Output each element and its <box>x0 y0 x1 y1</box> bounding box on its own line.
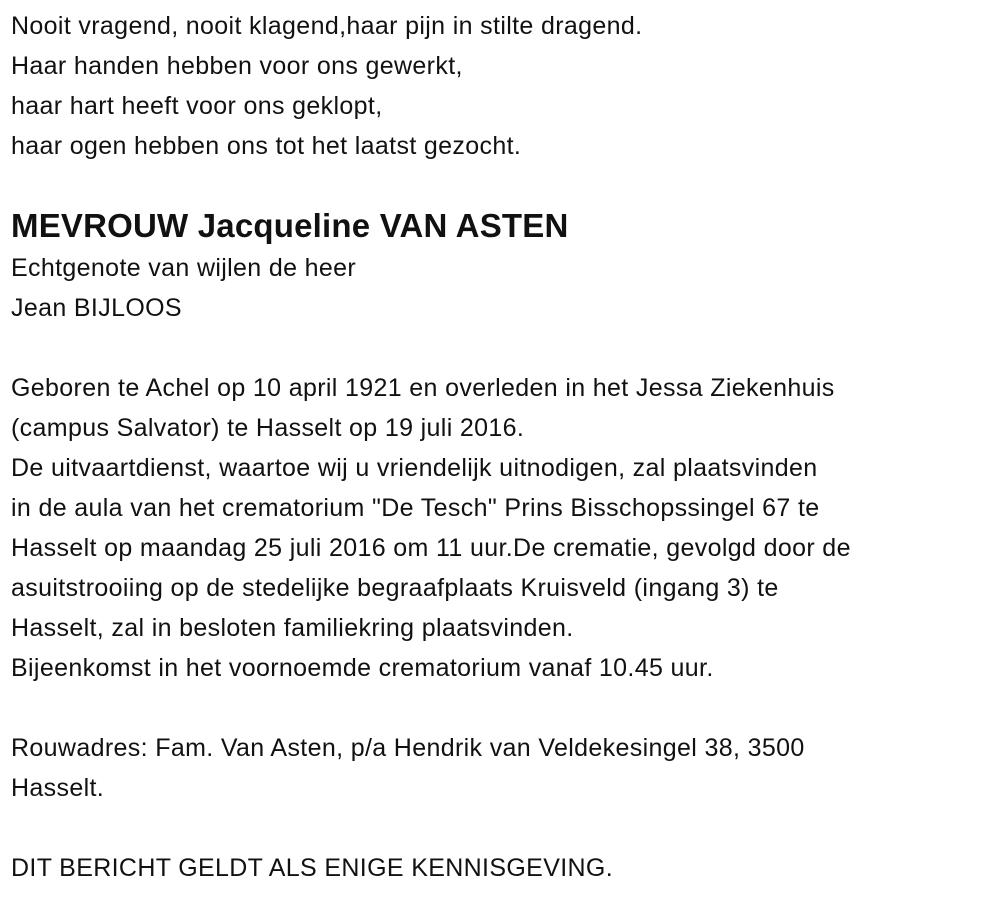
poem <box>11 6 851 166</box>
spouse-line: Echtgenote van wijlen de heer <box>11 254 357 282</box>
details-line: in de aula van het crematorium "De Tesch" Prins Bisschopssingel 67 te <box>11 494 820 522</box>
poem-line: Haar handen hebben voor ons gewerkt, <box>11 52 463 80</box>
details-line: (campus Salvator) te Hasselt op 19 juli 2016. <box>11 414 525 442</box>
spouse-info <box>11 248 851 328</box>
notice-statement: DIT BERICHT GELDT ALS ENIGE KENNISGEVING. <box>11 854 614 882</box>
funeral-details <box>11 368 851 688</box>
death-notice <box>11 6 851 888</box>
details-line: De uitvaartdienst, waartoe wij u vriendelijk uitnodigen, zal plaatsvinden <box>11 454 818 482</box>
details-line: Geboren te Achel op 10 april 1921 en overleden in het Jessa Ziekenhuis <box>11 374 835 402</box>
details-line: Hasselt op maandag 25 juli 2016 om 11 uur.De crematie, gevolgd door de <box>11 534 851 562</box>
poem-line: Nooit vragend, nooit klagend,haar pijn in stilte dragend. <box>11 12 643 40</box>
address-line: Hasselt. <box>11 774 105 802</box>
address-line: Rouwadres: Fam. Van Asten, p/a Hendrik van Veldekesingel 38, 3500 <box>11 734 805 762</box>
details-line: asuitstrooiing op de stedelijke begraafplaats Kruisveld (ingang 3) te <box>11 574 779 602</box>
poem-line: haar hart heeft voor ons geklopt, <box>11 92 383 120</box>
poem-line: haar ogen hebben ons tot het laatst gezocht. <box>11 132 522 160</box>
deceased-name: MEVROUW Jacqueline VAN ASTEN <box>11 207 569 244</box>
mourning-address <box>11 728 851 808</box>
spouse-line: Jean BIJLOOS <box>11 294 182 322</box>
details-line: Bijeenkomst in het voornoemde crematorium vanaf 10.45 uur. <box>11 654 714 682</box>
details-line: Hasselt, zal in besloten familiekring plaatsvinden. <box>11 614 574 642</box>
